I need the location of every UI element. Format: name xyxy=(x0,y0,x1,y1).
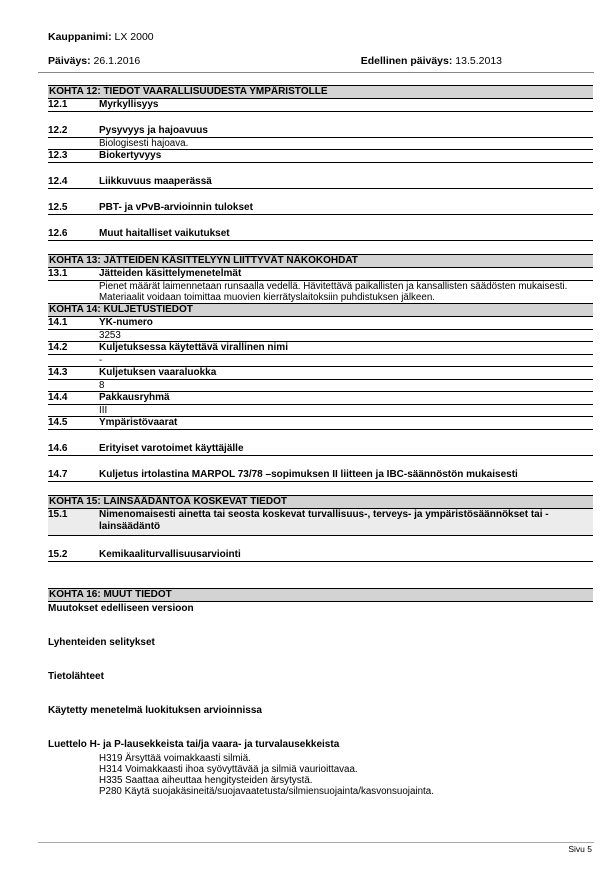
subsection-14-5 xyxy=(48,417,593,430)
subsection-title: Pakkausryhmä xyxy=(99,392,170,403)
phrases-list xyxy=(48,753,593,797)
subsection-number: 12.1 xyxy=(48,99,68,110)
subsection-14-4 xyxy=(48,392,593,405)
spacer xyxy=(48,163,593,176)
subsection-title: Biokertyvyys xyxy=(99,150,162,161)
subsection-13-1 xyxy=(48,268,593,281)
subsection-number: 15.2 xyxy=(48,549,68,560)
subsection-14-3-text: 8 xyxy=(48,380,593,392)
subsection-14-1-text: 3253 xyxy=(48,330,593,342)
date xyxy=(48,55,140,67)
date-value: 26.1.2016 xyxy=(93,55,141,67)
changes-heading: Muutokset edelliseen versioon xyxy=(48,603,194,614)
phrases-heading: Luettelo H- ja P-lausekkeista tai/ja vaara- ja turvalausekkeista xyxy=(48,739,340,750)
subsection-14-7 xyxy=(48,469,593,482)
subsection-15-2 xyxy=(48,549,593,562)
spacer xyxy=(48,112,593,125)
subsection-number: 14.3 xyxy=(48,367,68,378)
list-item: H319 Ärsyttää voimakkaasti silmiä. xyxy=(99,753,251,764)
header-divider xyxy=(38,72,594,73)
subsection-title: Ympäristövaarat xyxy=(99,417,178,428)
subsection-title: PBT- ja vPvB-arvioinnin tulokset xyxy=(99,202,253,213)
spacer xyxy=(48,456,593,469)
subsection-14-3 xyxy=(48,366,593,380)
subsection-number: 12.5 xyxy=(48,202,68,213)
subsection-15-1 xyxy=(48,509,593,536)
subsection-title: Jätteiden käsittelymenetelmät xyxy=(99,268,242,279)
subsection-14-2-text: - xyxy=(99,355,103,366)
subsection-number: 12.3 xyxy=(48,150,68,161)
spacer xyxy=(48,536,593,549)
subsection-title: Kemikaaliturvallisuusarviointi xyxy=(99,549,241,560)
subsection-title: Pysyvyys ja hajoavuus xyxy=(99,125,208,136)
header-dates xyxy=(48,55,502,67)
abbreviations-heading: Lyhenteiden selitykset xyxy=(48,637,155,648)
subsection-number: 14.4 xyxy=(48,392,68,403)
sources-heading: Tietolähteet xyxy=(48,671,104,682)
subsection-number: 14.1 xyxy=(48,317,68,328)
section-16-heading: KOHTA 16: MUUT TIEDOT xyxy=(48,588,593,602)
subsection-title: Liikkuvuus maaperässä xyxy=(99,176,212,187)
list-item: H314 Voimakkaasti ihoa syövyttävää ja silmiä vaurioittavaa. xyxy=(99,764,358,775)
spacer xyxy=(48,189,593,202)
subsection-12-2-text: Biologisesti hajoava. xyxy=(99,138,189,149)
section-14-heading: KOHTA 14: KULJETUSTIEDOT xyxy=(48,303,593,317)
subsection-number: 14.5 xyxy=(48,417,68,428)
previous-date-value: 13.5.2013 xyxy=(455,55,502,67)
subsection-14-1 xyxy=(48,317,593,330)
subsection-title: Muut haitalliset vaikutukset xyxy=(99,228,230,239)
page-number: Sivu 5 xyxy=(568,844,592,854)
subsection-13-1-text: Pienet määrät laimennetaan runsaalla vedellä. Hävitettävä paikallisten ja kansallisten säädösten mukaisesti. Materiaalit voidaan toimittaa muovien kierrätyslaitoksiin puhdistuksen jälkeen. xyxy=(99,281,568,303)
subsection-title: Myrkyllisyys xyxy=(99,99,159,110)
previous-date-label: Edellinen päiväys: xyxy=(360,55,453,67)
list-item: P280 Käytä suojakäsineitä/suojavaatetusta/silmiensuojainta/kasvonsuojainta. xyxy=(99,786,434,797)
footer-divider xyxy=(38,842,594,843)
subsection-number: 15.1 xyxy=(48,509,68,520)
subsection-title: Erityiset varotoimet käyttäjälle xyxy=(99,443,244,454)
trade-name-label: Kauppanimi: xyxy=(48,31,112,43)
spacer xyxy=(48,215,593,228)
trade-name-value: LX 2000 xyxy=(114,31,154,43)
subsection-12-4 xyxy=(48,176,593,189)
subsection-number: 12.4 xyxy=(48,176,68,187)
subsection-number: 14.2 xyxy=(48,342,68,353)
classification-method-heading: Käytetty menetelmä luokituksen arvioinnissa xyxy=(48,705,262,716)
list-item: H335 Saattaa aiheuttaa hengitysteiden ärsytystä. xyxy=(99,775,313,786)
subsection-12-5 xyxy=(48,202,593,215)
document-body xyxy=(48,85,593,797)
subsection-title: Nimenomaisesti ainetta tai seosta koskevat turvallisuus-, terveys- ja ympäristösäännökset tai -lainsäädäntö xyxy=(99,509,549,532)
subsection-title: Kuljetus irtolastina MARPOL 73/78 –sopimuksen II liitteen ja IBC-säännöstön mukaisesti xyxy=(99,469,518,480)
trade-name xyxy=(48,31,154,43)
subsection-14-6 xyxy=(48,443,593,456)
spacer xyxy=(48,430,593,443)
subsection-12-2 xyxy=(48,125,593,138)
subsection-number: 12.2 xyxy=(48,125,68,136)
subsection-12-1 xyxy=(48,99,593,112)
spacer xyxy=(48,562,593,588)
subsection-12-6 xyxy=(48,228,593,241)
section-13-heading: KOHTA 13: JÄTTEIDEN KÄSITTELYYN LIITTYVÄT NÄKÖKOHDAT xyxy=(48,254,593,268)
subsection-12-3 xyxy=(48,149,593,163)
previous-date xyxy=(361,55,502,67)
section-15-heading: KOHTA 15: LAINSÄÄDÄNTÖÄ KOSKEVAT TIEDOT xyxy=(48,495,593,509)
subsection-title: Kuljetuksessa käytettävä virallinen nimi xyxy=(99,342,288,353)
subsection-title: Kuljetuksen vaaraluokka xyxy=(99,367,217,378)
spacer xyxy=(48,482,593,495)
subsection-number: 14.7 xyxy=(48,469,68,480)
date-label: Päiväys: xyxy=(48,55,91,67)
section-12-heading: KOHTA 12: TIEDOT VAARALLISUUDESTA YMPÄRISTÖLLE xyxy=(48,85,593,99)
subsection-number: 14.6 xyxy=(48,443,68,454)
subsection-14-4-text: III xyxy=(48,405,593,417)
subsection-title: YK-numero xyxy=(99,317,153,328)
spacer xyxy=(48,241,593,254)
subsection-number: 13.1 xyxy=(48,268,68,279)
subsection-14-2 xyxy=(48,342,593,355)
subsection-number: 12.6 xyxy=(48,228,68,239)
